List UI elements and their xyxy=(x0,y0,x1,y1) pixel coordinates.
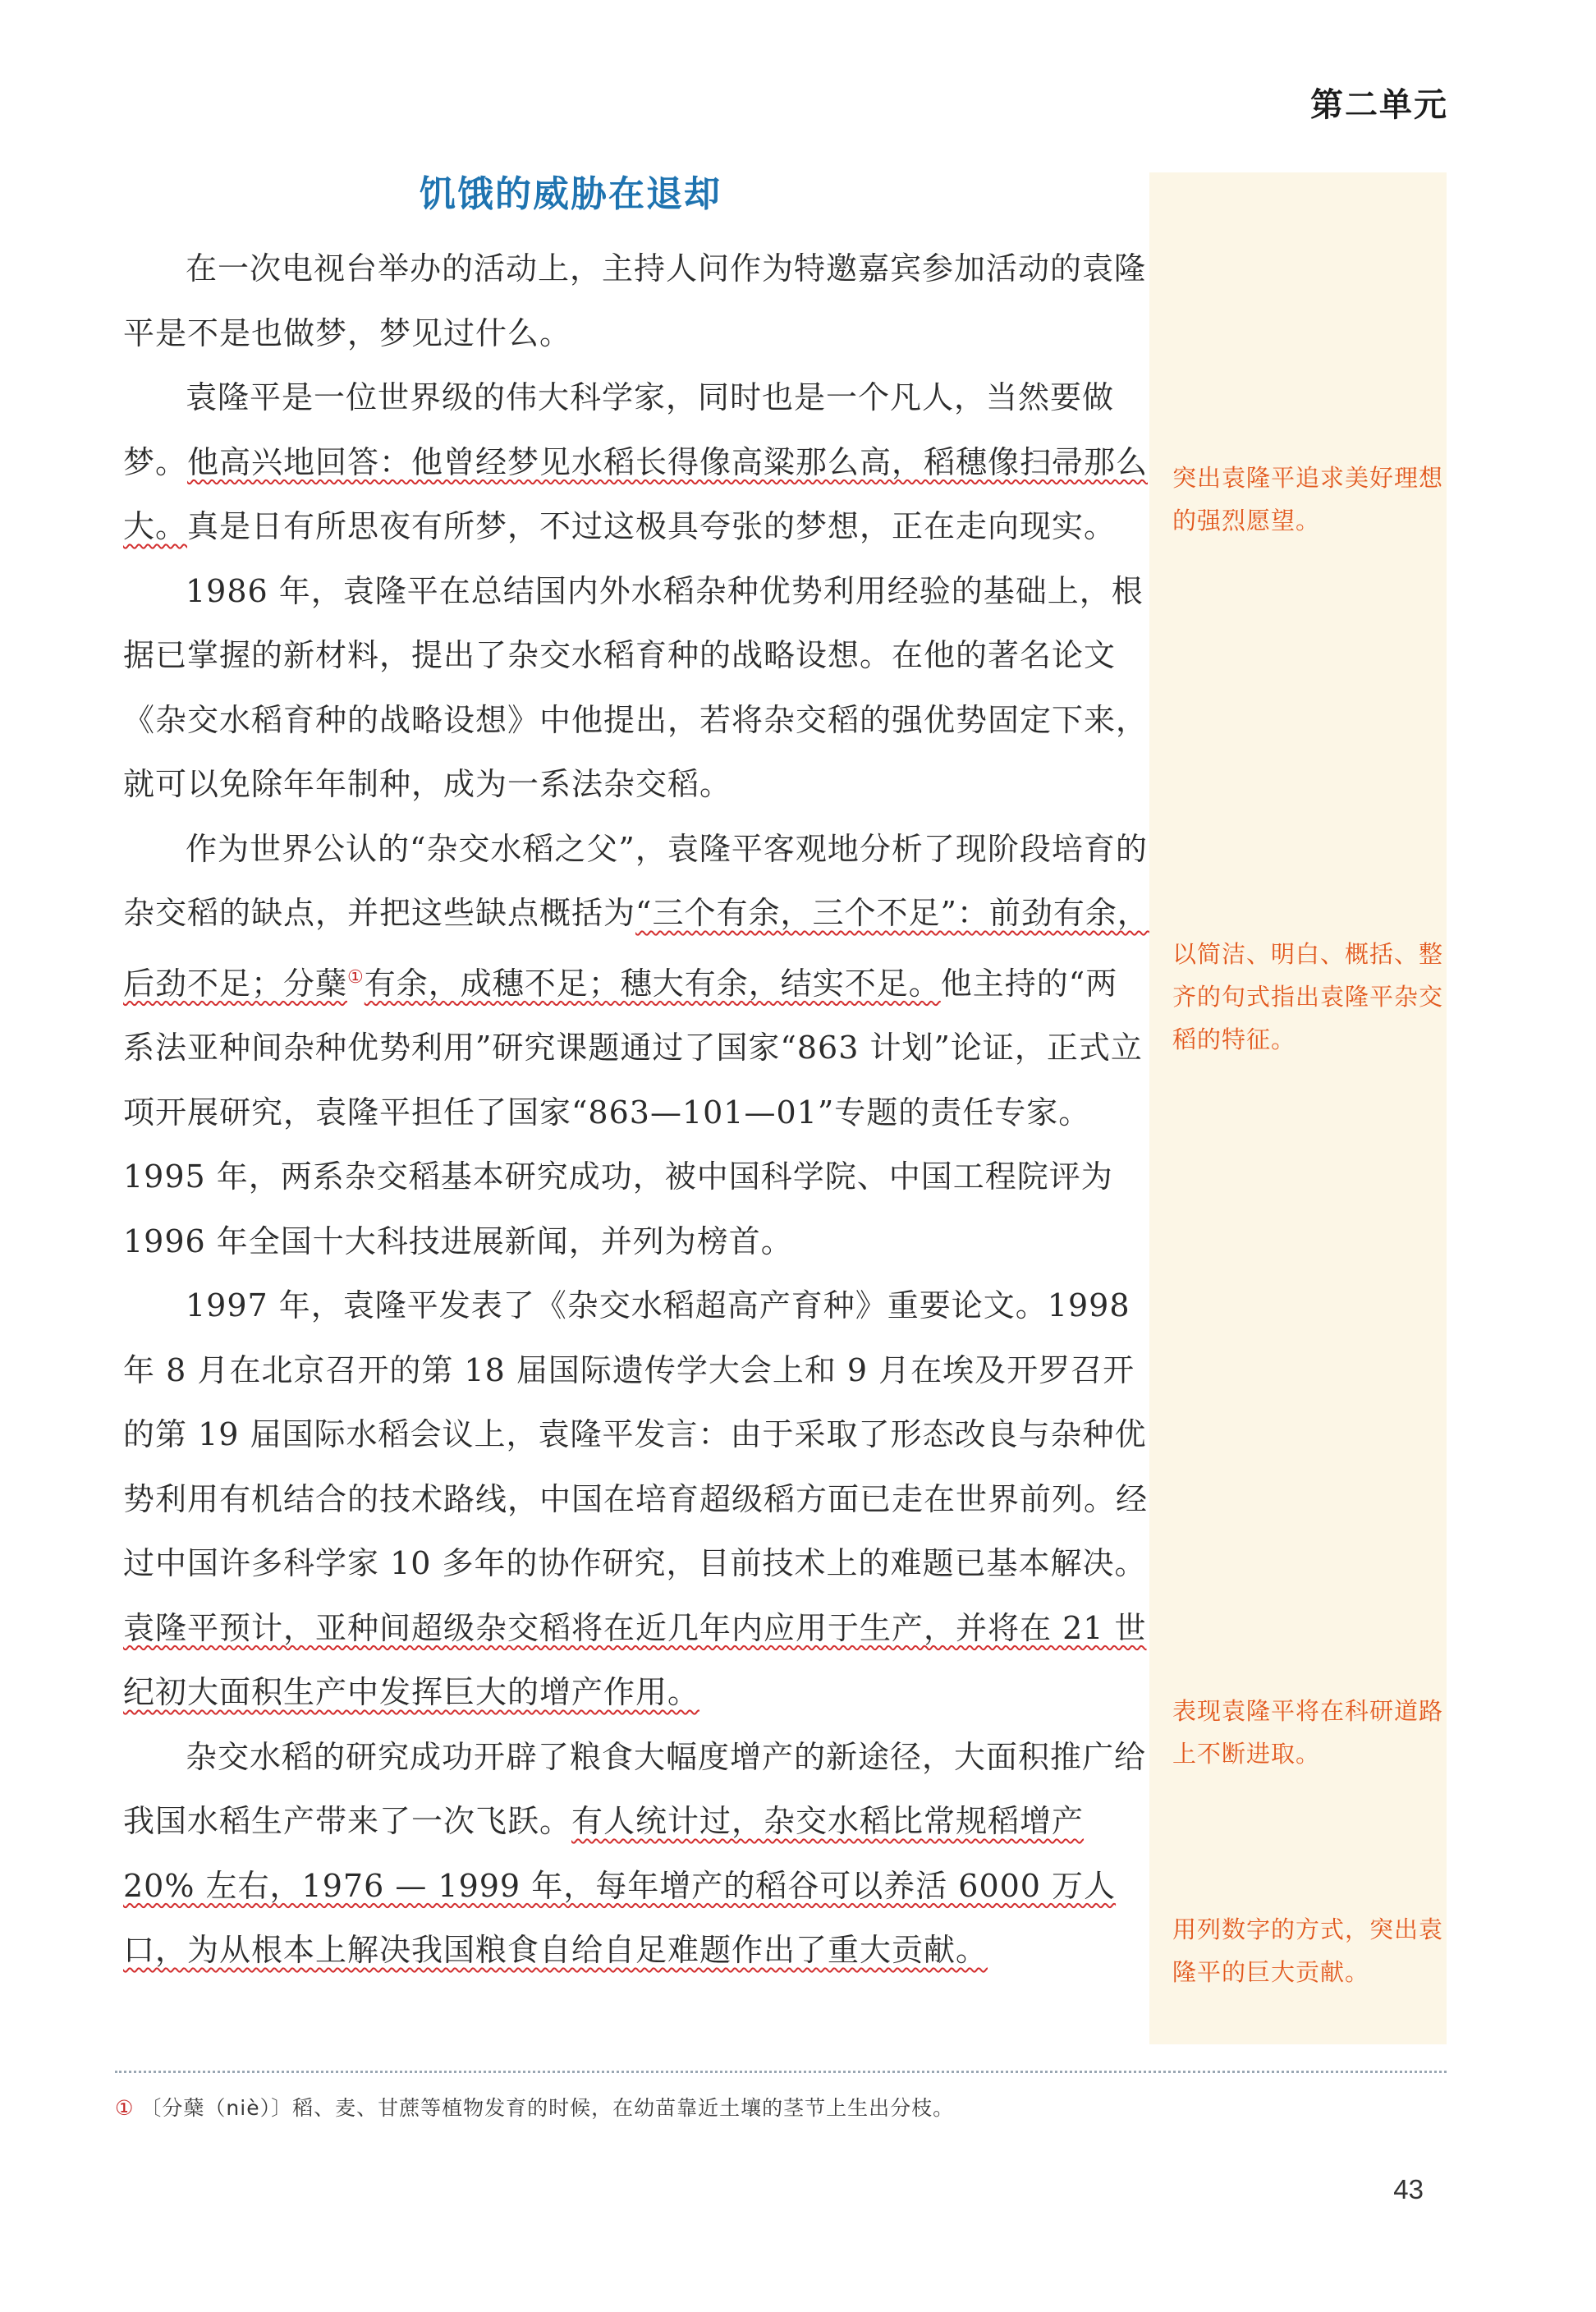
paragraph-4 xyxy=(123,817,1149,1274)
margin-note-contribution: 用列数字的方式，突出袁隆平的巨大贡献。 xyxy=(1172,1915,1444,1986)
margin-note-features: 以简洁、明白、概括、整齐的句式指出袁隆平杂交稻的特征。 xyxy=(1172,940,1444,1053)
footnote-text: 〔分蘖（niè）〕稻、麦、甘蔗等植物发育的时候，在幼苗靠近土壤的茎节上生出分枝。 xyxy=(140,2096,955,2120)
underlined-three-features: “三个有余，三个不足”：前劲有余，后劲不足；分蘖 xyxy=(123,895,1149,1002)
paragraph-2-text: 袁隆平是一位世界级的伟大科学家，同时也是一个凡人，当然要做梦。 xyxy=(123,379,1115,480)
paragraph-4-text-end: 他主持的“两系法亚种间杂种优势利用”研究课题通过了国家“863 计划”论证，正式立项开展研究，袁隆平担任了国家“863—101—01”专题的责任专家。1995 年，两系杂交稻基本研究成功，被中国科学院、中国工程院评为 1996 年全国十大科技进展新闻，并列为榜首。 xyxy=(123,965,1143,1259)
paragraph-3: 1986 年，袁隆平在总结国内外水稻杂种优势利用经验的基础上，根据已掌握的新材料，提出了杂交水稻育种的战略设想。在他的著名论文《杂交水稻育种的战略设想》中他提出，若将杂交稻的强优势固定下来，就可以免除年年制种，成为一系法杂交稻。 xyxy=(123,572,1149,802)
underlined-statistics: 有人统计过，杂交水稻比常规稻增产 20% 左右，1976 — 1999 年，每年增产的稻谷可以养活 6000 万人口，为从根本上解决我国粮食自给自足难题作出了重大贡献。 xyxy=(123,1803,1117,1968)
paragraph-4-text: 作为世界公认的“杂交水稻之父”，袁隆平客观地分析了现阶段培育的杂交稻的缺点，并把这些缺点概括为 xyxy=(123,830,1148,931)
footnote xyxy=(115,2092,1447,2122)
paragraph-5 xyxy=(123,1273,1149,1725)
paragraph-6-text: 杂交水稻的研究成功开辟了粮食大幅度增产的新途径，大面积推广给我国水稻生产带来了一次飞跃。 xyxy=(123,1738,1147,1839)
article-body xyxy=(123,236,1149,1983)
article-title: 饥饿的威胁在退却 xyxy=(420,173,722,215)
paragraph-2-text-end: 真是日有所思夜有所梦，不过这极具夸张的梦想，正在走向现实。 xyxy=(187,508,1117,544)
paragraph-5-text: 1997 年，袁隆平发表了《杂交水稻超高产育种》重要论文。1998 年 8 月在北京召开的第 18 届国际遗传学大会上和 9 月在埃及开罗召开的第 19 届国际水稻会议上，袁隆平发言：由于采取了形态改良与杂种优势利用有机结合的技术路线，中国在培育超级稻方面已走在世界前列。经过中国许多科学家 10 多年的协作研究，目前技术上的难题已基本解决。 xyxy=(123,1287,1149,1581)
paragraph-1: 在一次电视台举办的活动上，主持人问作为特邀嘉宾参加活动的袁隆平是不是也做梦，梦见过什么。 xyxy=(123,250,1147,351)
page-number: 43 xyxy=(1393,2174,1424,2204)
underlined-dream-quote: 他高兴地回答：他曾经梦见水稻长得像高粱那么高，稻穗像扫帚那么大。 xyxy=(123,443,1149,544)
footnote-divider xyxy=(115,2071,1447,2073)
underlined-prediction: 袁隆平预计，亚种间超级杂交稻将在近几年内应用于生产，并将在 21 世纪初大面积生产中发挥巨大的增产作用。 xyxy=(123,1609,1147,1710)
footnote-reference-mark[interactable]: ① xyxy=(347,966,365,988)
margin-note-dream: 突出袁隆平追求美好理想的强烈愿望。 xyxy=(1172,464,1444,534)
paragraph-2 xyxy=(123,365,1149,559)
footnote-mark: ① xyxy=(115,2096,135,2120)
unit-label: 第二单元 xyxy=(1310,86,1448,124)
paragraph-6 xyxy=(123,1725,1149,1983)
margin-note-progress: 表现袁隆平将在科研道路上不断进取。 xyxy=(1172,1697,1444,1768)
underlined-three-features-end: 有余，成穗不足；穗大有余，结实不足。 xyxy=(364,965,941,1002)
